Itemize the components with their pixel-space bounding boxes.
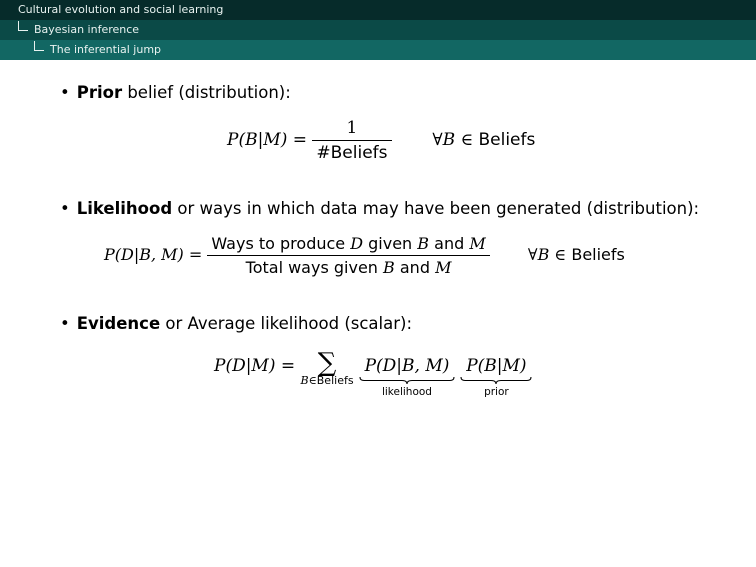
breadcrumb-subsection: [0, 20, 756, 40]
bullet-term: Evidence: [76, 314, 161, 333]
summation: [301, 350, 354, 387]
bullet-evidence: [60, 314, 412, 333]
bullet-icon: •: [60, 199, 70, 218]
prior-label: prior: [484, 386, 509, 398]
eq-lhs: P(D|B, M) =: [104, 245, 203, 264]
bullet-term: Likelihood: [76, 199, 173, 218]
equation-likelihood: [104, 234, 625, 277]
fraction: [207, 234, 489, 277]
eq-condition-math: ∀B ∈: [527, 245, 567, 264]
underbrace-icon: [460, 376, 532, 385]
numerator: Ways to produce D given B and M: [211, 234, 486, 253]
sum-subscript: B∈Beliefs: [300, 374, 354, 387]
bullet-text: belief (distribution):: [122, 83, 291, 102]
bullet-term: Prior: [76, 83, 123, 102]
underbrace-icon: [359, 376, 455, 385]
tree-branch-icon: [18, 21, 28, 31]
section-title: Cultural evolution and social learning: [18, 3, 224, 16]
subsection-title: Bayesian inference: [34, 23, 140, 36]
bullet-likelihood: [60, 199, 699, 218]
eq-condition-text: Beliefs: [571, 245, 625, 264]
eq-lhs: P(D|M) =: [214, 356, 296, 376]
breadcrumb-subsubsection: [0, 40, 756, 60]
bullet-text: or Average likelihood (scalar):: [160, 314, 413, 333]
eq-condition-text: Beliefs: [478, 130, 536, 150]
numerator: 1: [346, 118, 358, 138]
tree-branch-icon: [34, 41, 44, 51]
equation-evidence: [214, 348, 532, 398]
denominator: Total ways given B and M: [207, 255, 489, 277]
bullet-icon: •: [60, 314, 70, 333]
underbrace-prior: [460, 356, 532, 398]
bullet-text: or ways in which data may have been generated (distribution):: [172, 199, 700, 218]
equation-prior: [227, 118, 535, 163]
eq-lhs: P(B|M) =: [227, 130, 307, 150]
bullet-prior: [60, 83, 291, 102]
likelihood-label: likelihood: [381, 386, 432, 398]
subsubsection-title: The inferential jump: [50, 43, 162, 56]
fraction: [312, 118, 391, 163]
eq-condition-math: ∀B ∈: [432, 130, 474, 150]
breadcrumb-section: [0, 0, 756, 20]
prior-term: P(B|M): [466, 356, 527, 376]
denominator: #Beliefs: [312, 140, 391, 163]
sum-symbol: ∑: [317, 348, 337, 378]
bullet-icon: •: [60, 83, 70, 102]
underbrace-likelihood: [359, 356, 455, 398]
likelihood-term: P(D|B, M): [364, 356, 450, 376]
